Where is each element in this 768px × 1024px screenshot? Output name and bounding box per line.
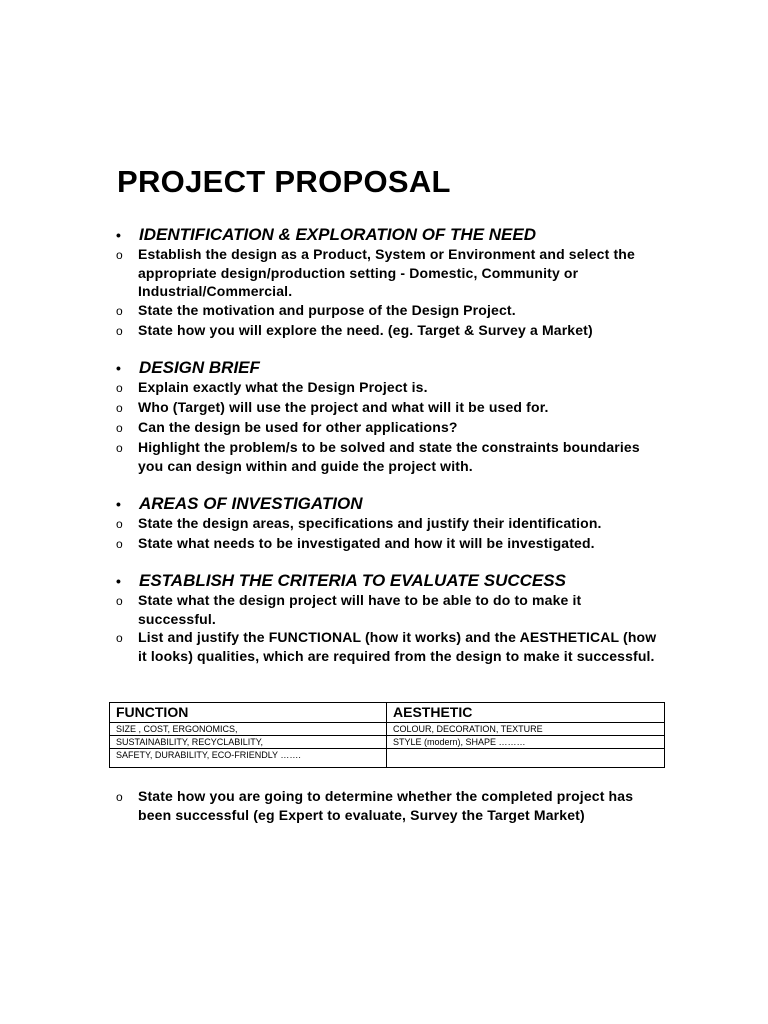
item-list <box>114 245 674 341</box>
list-item <box>114 438 674 475</box>
list-item-text: State the design areas, specifications and justify their identification. <box>138 515 602 531</box>
table-cell: SAFETY, DURABILITY, ECO-FRIENDLY ……. <box>110 749 387 768</box>
page-title: PROJECT PROPOSAL <box>117 164 451 199</box>
list-item <box>114 628 674 665</box>
section-heading <box>114 494 674 514</box>
bullet-icon: • <box>116 360 121 376</box>
table-row <box>110 723 665 736</box>
list-item <box>114 301 674 321</box>
section-heading-text: IDENTIFICATION & EXPLORATION OF THE NEED <box>139 225 536 244</box>
table-cell: COLOUR, DECORATION, TEXTURE <box>387 723 665 736</box>
table-header-function: FUNCTION <box>110 703 387 723</box>
list-item-text: Establish the design as a Product, System or Environment and select the appropriate design/production setting - Domestic, Community or Industrial/Commercial. <box>138 246 635 299</box>
table-row <box>110 749 665 768</box>
circle-bullet-icon: o <box>116 594 123 608</box>
list-item-text: List and justify the FUNCTIONAL (how it works) and the AESTHETICAL (how it looks) qualities, which are required from the design to make it successful. <box>138 629 657 664</box>
circle-bullet-icon: o <box>116 421 123 435</box>
closing-section <box>114 787 674 824</box>
list-item-text: Can the design be used for other applications? <box>138 419 458 435</box>
list-item <box>114 321 674 341</box>
circle-bullet-icon: o <box>116 303 123 318</box>
table-row <box>110 736 665 749</box>
table-cell: SUSTAINABILITY, RECYCLABILITY, <box>110 736 387 749</box>
section-areas-of-investigation <box>114 494 674 554</box>
circle-bullet-icon: o <box>116 248 123 262</box>
bullet-icon: • <box>116 227 121 243</box>
section-identification <box>114 225 674 341</box>
item-list <box>114 514 674 554</box>
list-item <box>114 245 674 301</box>
list-item-text: State how you are going to determine whether the completed project has been successful (eg Expert to evaluate, Survey the Target Market) <box>138 788 634 823</box>
list-item-text: Who (Target) will use the project and what will it be used for. <box>138 399 549 415</box>
circle-bullet-icon: o <box>116 401 123 415</box>
section-design-brief <box>114 358 674 475</box>
list-item-text: Highlight the problem/s to be solved and state the constraints boundaries you can design within and guide the project with. <box>138 439 640 474</box>
item-list <box>114 378 674 475</box>
list-item-text: State what needs to be investigated and how it will be investigated. <box>138 535 595 551</box>
list-item-text: State what the design project will have to be able to do to make it successful. <box>138 592 582 627</box>
circle-bullet-icon: o <box>116 631 123 645</box>
table-header-aesthetic: AESTHETIC <box>387 703 665 723</box>
table-cell: SIZE , COST, ERGONOMICS, <box>110 723 387 736</box>
circle-bullet-icon: o <box>116 323 123 338</box>
list-item <box>114 398 674 418</box>
section-heading <box>114 358 674 378</box>
section-evaluation-criteria <box>114 571 674 665</box>
bullet-icon: • <box>116 573 121 589</box>
list-item <box>114 534 674 554</box>
section-heading <box>114 571 674 591</box>
list-item-text: State how you will explore the need. (eg. Target & Survey a Market) <box>138 321 593 338</box>
section-heading <box>114 225 674 245</box>
item-list <box>114 591 674 665</box>
section-heading-text: ESTABLISH THE CRITERIA TO EVALUATE SUCCESS <box>139 571 566 590</box>
list-item <box>114 591 674 628</box>
circle-bullet-icon: o <box>116 790 123 804</box>
circle-bullet-icon: o <box>116 537 123 551</box>
item-list <box>114 787 674 824</box>
table-header-row <box>110 703 665 723</box>
circle-bullet-icon: o <box>116 381 123 395</box>
table-cell: STYLE (modern), SHAPE ……… <box>387 736 665 749</box>
list-item <box>114 418 674 438</box>
section-heading-text: DESIGN BRIEF <box>139 358 260 377</box>
list-item <box>114 787 674 824</box>
bullet-icon: • <box>116 496 121 512</box>
section-heading-text: AREAS OF INVESTIGATION <box>139 494 363 513</box>
list-item <box>114 378 674 398</box>
circle-bullet-icon: o <box>116 517 123 531</box>
list-item <box>114 514 674 534</box>
criteria-table <box>109 702 665 768</box>
circle-bullet-icon: o <box>116 441 123 455</box>
list-item-text: Explain exactly what the Design Project is. <box>138 379 428 395</box>
list-item-text: State the motivation and purpose of the Design Project. <box>138 301 516 318</box>
table-cell <box>387 749 665 768</box>
